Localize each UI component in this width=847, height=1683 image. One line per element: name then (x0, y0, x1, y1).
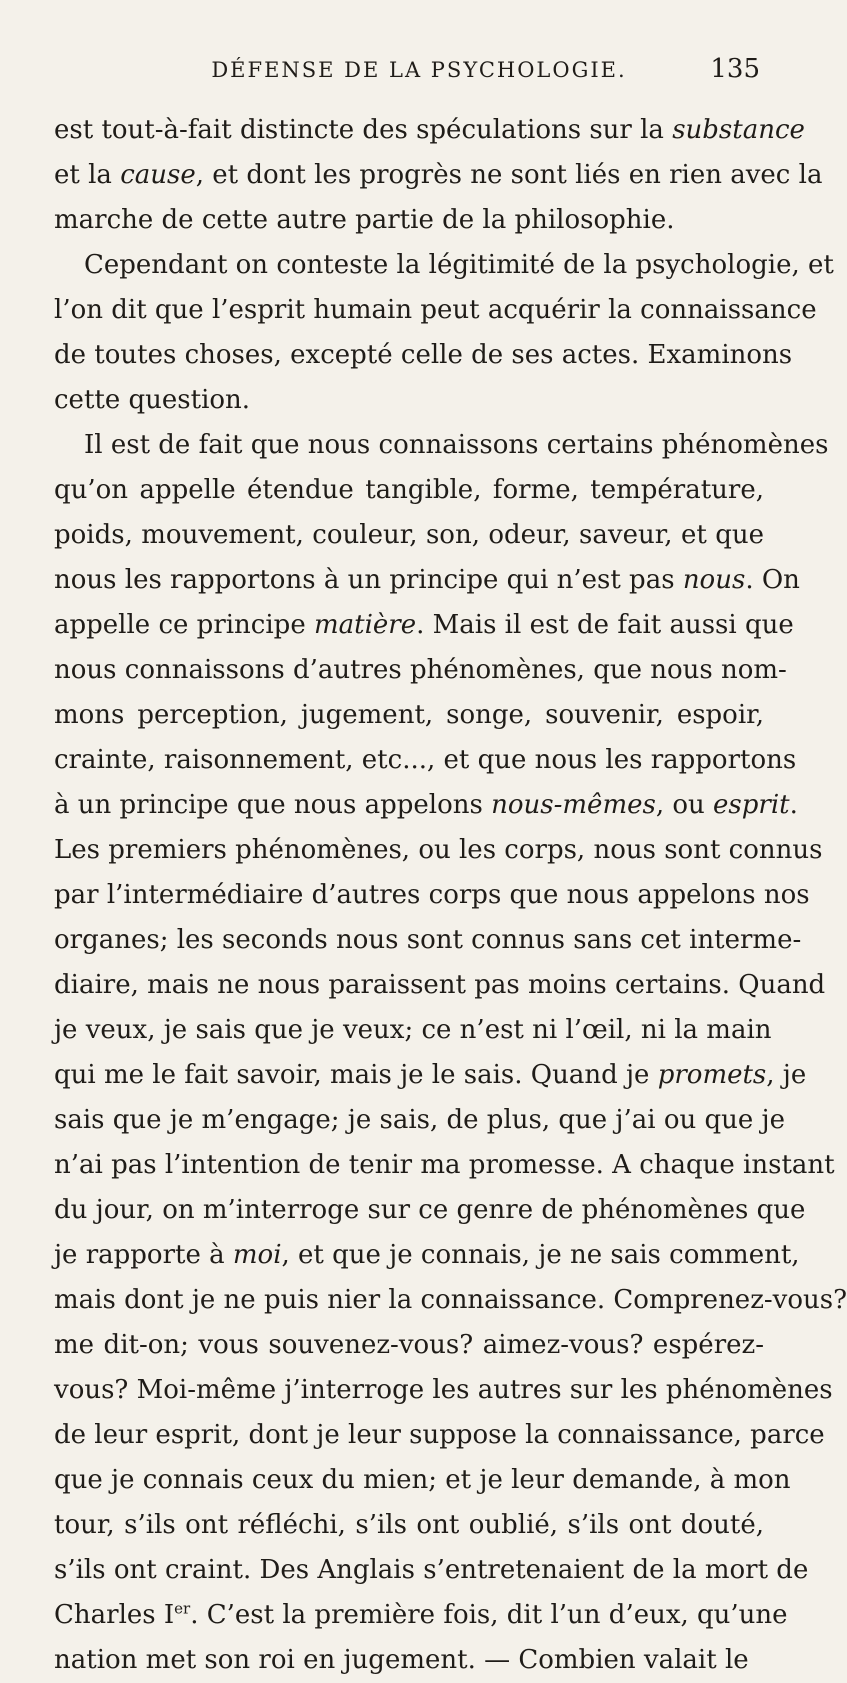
italic-term: nous-mêmes (491, 790, 656, 820)
italic-term: cause (120, 160, 196, 190)
text-line: qui me le fait savoir, mais je le sais. Quand je promets, je (54, 1060, 807, 1090)
text-line: n’ai pas l’intention de tenir ma promesse. A chaque instant (54, 1150, 835, 1180)
italic-term: matière (313, 610, 417, 640)
running-title: DÉFENSE DE LA PSYCHOLOGIE. (211, 58, 627, 82)
text-line: qu’on appelle étendue tangible, forme, température, (54, 475, 764, 505)
text-line: par l’intermédiaire d’autres corps que nous appelons nos (54, 880, 810, 910)
text-line: et la cause, et dont les progrès ne sont liés en rien avec la (54, 160, 823, 190)
italic-term: nous (682, 565, 746, 595)
text-line: je rapporte à moi, et que je connais, je ne sais comment, (54, 1240, 800, 1270)
italic-term: promets (657, 1060, 767, 1090)
text-line: mons perception, jugement, songe, souvenir, espoir, (54, 700, 764, 730)
text-line: s’ils ont craint. Des Anglais s’entretenaient de la mort de (54, 1555, 809, 1585)
text-line: nous connaissons d’autres phénomènes, que nous nom- (54, 655, 787, 685)
text-line: Il est de fait que nous connaissons certains phénomènes (84, 430, 829, 460)
page-header (78, 54, 760, 94)
text-line: du jour, on m’interroge sur ce genre de phénomènes que (54, 1195, 806, 1225)
text-line: Cependant on conteste la légitimité de la psychologie, et (84, 250, 834, 280)
italic-term: moi (232, 1240, 282, 1270)
body-text (54, 108, 847, 1683)
text-line: à un principe que nous appelons nous-mêmes, ou esprit. (54, 790, 798, 820)
text-line: marche de cette autre partie de la philosophie. (54, 205, 675, 235)
superscript: er (174, 1599, 191, 1618)
text-line: nous les rapportons à un principe qui n’est pas nous. On (54, 565, 800, 595)
text-line: me dit-on; vous souvenez-vous? aimez-vous? espérez- (54, 1330, 764, 1360)
text-line: crainte, raisonnement, etc..., et que nous les rapportons (54, 745, 797, 775)
text-line: de leur esprit, dont je leur suppose la connaissance, parce (54, 1420, 825, 1450)
italic-term: esprit (713, 790, 790, 820)
text-line: Les premiers phénomènes, ou les corps, nous sont connus (54, 835, 823, 865)
text-line: de toutes choses, excepté celle de ses actes. Examinons (54, 340, 793, 370)
text-line: organes; les seconds nous sont connus sans cet interme- (54, 925, 802, 955)
text-line: Charles Ier. C’est la première fois, dit l’un d’eux, qu’une (54, 1599, 788, 1630)
text-line: je veux, je sais que je veux; ce n’est ni l’œil, ni la main (54, 1015, 772, 1045)
text-line: mais dont je ne puis nier la connaissance. Comprenez-vous? (54, 1285, 847, 1315)
text-line: appelle ce principe matière. Mais il est de fait aussi que (54, 610, 794, 640)
text-line: est tout-à-fait distincte des spéculations sur la substance (54, 115, 805, 145)
text-line: l’on dit que l’esprit humain peut acquérir la connaissance (54, 295, 817, 325)
text-line: nation met son roi en jugement. — Combien valait le (54, 1645, 749, 1675)
italic-term: substance (672, 115, 805, 145)
text-line: diaire, mais ne nous paraissent pas moins certains. Quand (54, 970, 826, 1000)
text-line: poids, mouvement, couleur, son, odeur, saveur, et que (54, 520, 764, 550)
text-line: que je connais ceux du mien; et je leur demande, à mon (54, 1465, 791, 1495)
text-line: tour, s’ils ont réfléchi, s’ils ont oublié, s’ils ont douté, (54, 1510, 764, 1540)
text-line: cette question. (54, 385, 251, 415)
page-number: 135 (710, 54, 760, 84)
text-line: sais que je m’engage; je sais, de plus, que j’ai ou que je (54, 1105, 785, 1135)
text-line: vous? Moi-même j’interroge les autres sur les phénomènes (54, 1375, 833, 1405)
